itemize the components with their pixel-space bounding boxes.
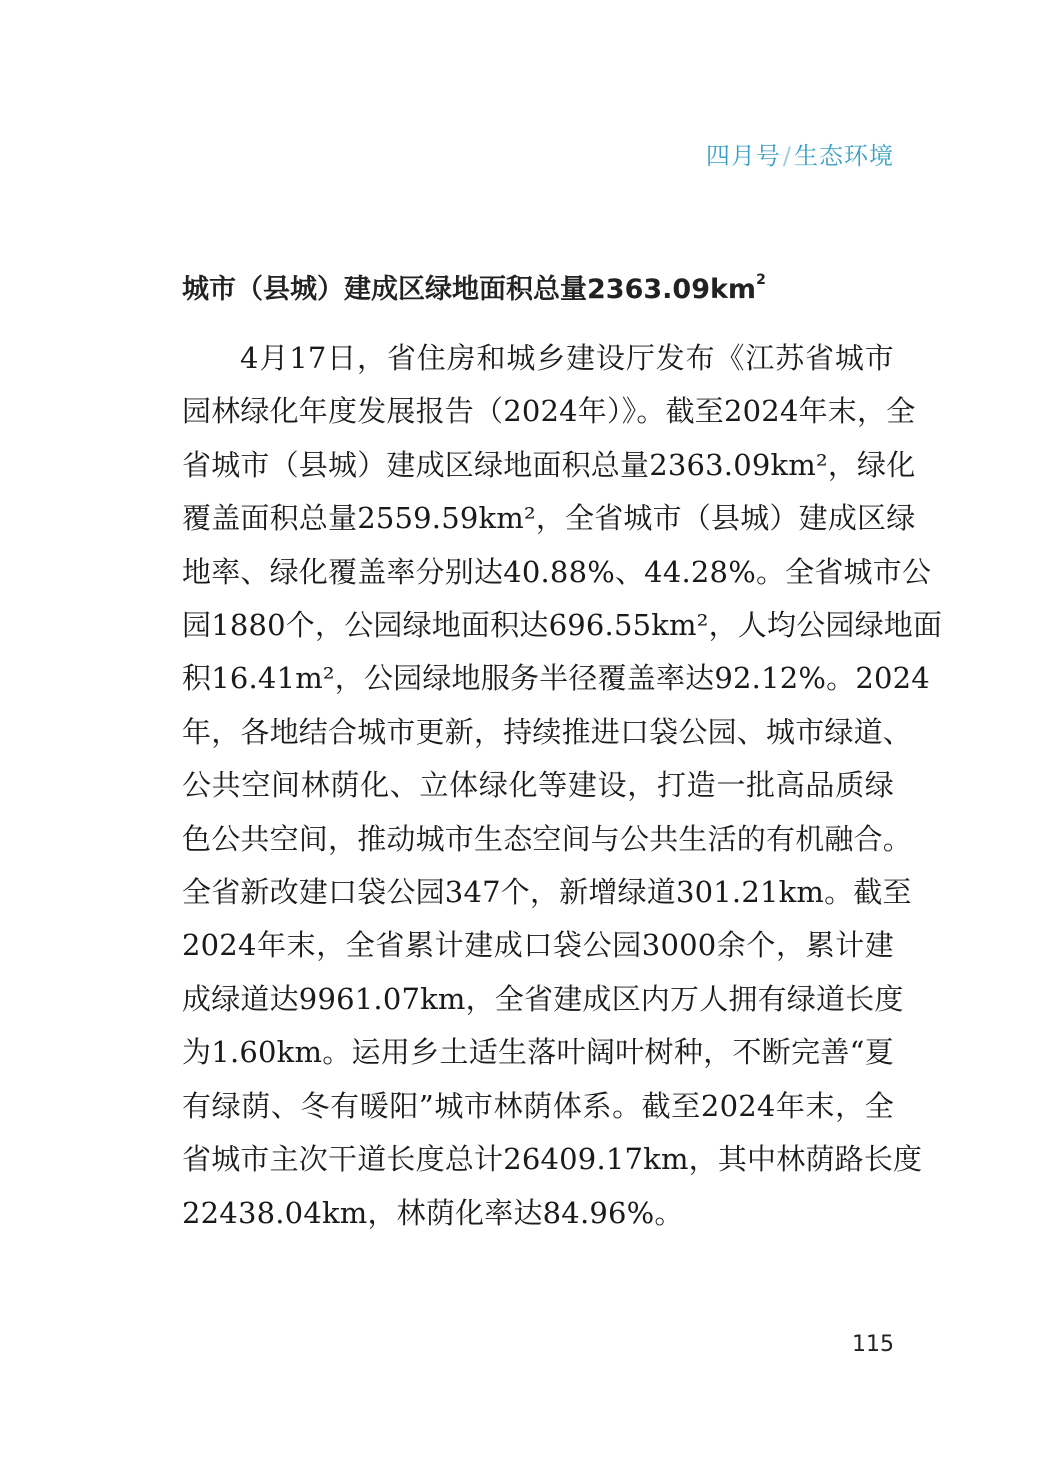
body-line: 省城市（县城）建成区绿地面积总量2363.09km²，绿化 [182,447,916,482]
body-line: 色公共空间，推动城市生态空间与公共生活的有机融合。 [182,821,913,856]
running-header [706,136,894,171]
body-line: 覆盖面积总量2559.59km²，全省城市（县城）建成区绿 [182,501,916,536]
body-line: 有绿荫、冬有暖阳”城市林荫体系。截至2024年末，全 [182,1088,894,1123]
issue-label: 四月号 [705,142,781,170]
body-line: 积16.41m²，公园绿地服务半径覆盖率达92.12%。2024 [182,661,930,696]
body-line: 地率、绿化覆盖率分别达40.88%、44.28%。全省城市公 [182,554,932,589]
page-number: 115 [852,1332,894,1357]
body-line: 22438.04km，林荫化率达84.96%。 [182,1195,684,1230]
body-line: 公共空间林荫化、立体绿化等建设，打造一批高品质绿 [182,768,894,803]
article-title-superscript: 2 [756,272,766,288]
body-line: 园林绿化年度发展报告（2024年）》。截至2024年末，全 [182,394,916,429]
body-line: 园1880个，公园绿地面积达696.55km²，人均公园绿地面 [182,608,943,643]
article-body [182,332,943,1240]
article-title [182,268,894,312]
body-line: 年，各地结合城市更新，持续推进口袋公园、城市绿道、 [182,714,913,749]
section-label: 生态环境 [794,142,894,170]
article [182,268,943,1240]
body-line: 省城市主次干道长度总计26409.17km，其中林荫路长度 [182,1142,923,1177]
body-line: 2024年末，全省累计建成口袋公园3000余个，累计建 [182,928,894,963]
body-line: 成绿道达9961.07km，全省建成区内万人拥有绿道长度 [182,981,904,1016]
header-separator: / [782,142,792,170]
article-title-text: 城市（县城）建成区绿地面积总量2363.09km [182,274,757,305]
body-line: 全省新改建口袋公园347个，新增绿道301.21km。截至 [182,875,912,910]
body-line: 4月17日，省住房和城乡建设厅发布《江苏省城市 [240,341,894,375]
body-line: 为1.60km。运用乡土适生落叶阔叶树种，不断完善“夏 [182,1035,894,1070]
